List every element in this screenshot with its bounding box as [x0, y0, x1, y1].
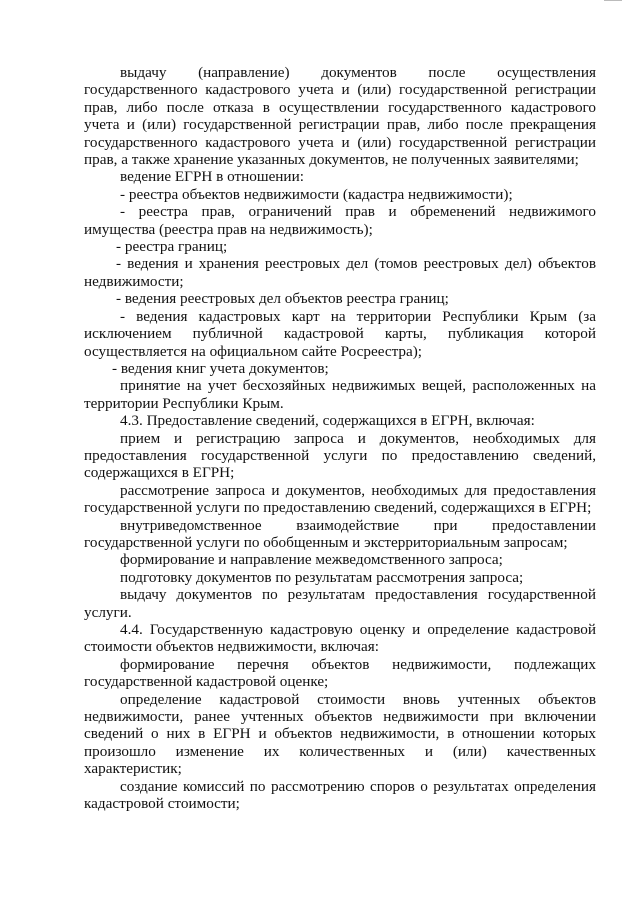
- list-item-border-files: - ведения реестровых дел объектов реестра границ;: [116, 290, 449, 308]
- paragraph-internal-interaction: внутриведомственное взаимодействие при предоставлении государственной услуги по обобщенным и экстерриториальным запросам;: [84, 516, 596, 551]
- paragraph-document-issuance: выдачу документов по результатам предоставления государственной услуги.: [84, 586, 596, 621]
- list-item-borders-registry: - реестра границ;: [116, 238, 228, 256]
- paragraph-interagency-request: формирование и направление межведомственного запроса;: [120, 551, 503, 569]
- paragraph-valuation-list: формирование перечня объектов недвижимости, подлежащих государственной кадастровой оценке;: [84, 655, 596, 691]
- list-item-cadastral-maps: - ведения кадастровых карт на территории Республики Крым (за исключением публичной кадастровой карты, публикация которой осуществляется на официальном сайте Росреестра);: [84, 307, 596, 360]
- document-body: [84, 64, 596, 812]
- list-item-real-estate-registry: - реестра объектов недвижимости (кадастра недвижимости);: [120, 185, 513, 203]
- section-heading-4-3: 4.3. Предоставление сведений, содержащихся в ЕГРН, включая:: [120, 412, 535, 430]
- paragraph-request-review: рассмотрение запроса и документов, необходимых для предоставления государственной услуги по предоставлению сведений, содержащихся в ЕГРН;: [84, 481, 596, 517]
- paragraph-document-preparation: подготовку документов по результатам рассмотрения запроса;: [120, 568, 524, 586]
- scan-corner-mark: [604, 0, 622, 3]
- paragraph-dispute-commissions: создание комиссий по рассмотрению споров о результатах определения кадастровой стоимости;: [84, 777, 596, 813]
- section-heading-4-4: 4.4. Государственную кадастровую оценку и определение кадастровой стоимости объектов недвижимости, включая:: [84, 621, 596, 656]
- paragraph-egrn-maintenance: ведение ЕГРН в отношении:: [120, 168, 304, 186]
- paragraph-request-registration: прием и регистрацию запроса и документов, необходимых для предоставления государственной услуги по предоставлению сведений, содержащихся в ЕГРН;: [84, 429, 596, 482]
- paragraph-ownerless-property: принятие на учет бесхозяйных недвижимых вещей, расположенных на территории Республики Крым.: [84, 377, 596, 412]
- list-item-document-books: - ведения книг учета документов;: [112, 359, 329, 377]
- list-item-rights-registry: - реестра прав, ограничений прав и обременений недвижимого имущества (реестра прав на недвижимость);: [84, 203, 596, 238]
- paragraph-issuance-documents: выдачу (направление) документов после осуществления государственного кадастрового учета и (или) государственной регистрации прав, либо после отказа в осуществлении государственного кадастрового учета и (или) государственной регистрации прав, либо после прекращения государственного кадастрового учета и (или) государственной регистрации прав, а также хранение указанных документов, не полученных заявителями;: [84, 64, 596, 169]
- paragraph-cadastral-value-determination: определение кадастровой стоимости вновь учтенных объектов недвижимости, ранее учтенных объектов недвижимости при включении сведений о них в ЕГРН и объектов недвижимости, в отношении которых произошло изменение их количественных и (или) качественных характеристик;: [84, 690, 596, 778]
- list-item-registry-files: - ведения и хранения реестровых дел (томов реестровых дел) объектов недвижимости;: [84, 255, 596, 290]
